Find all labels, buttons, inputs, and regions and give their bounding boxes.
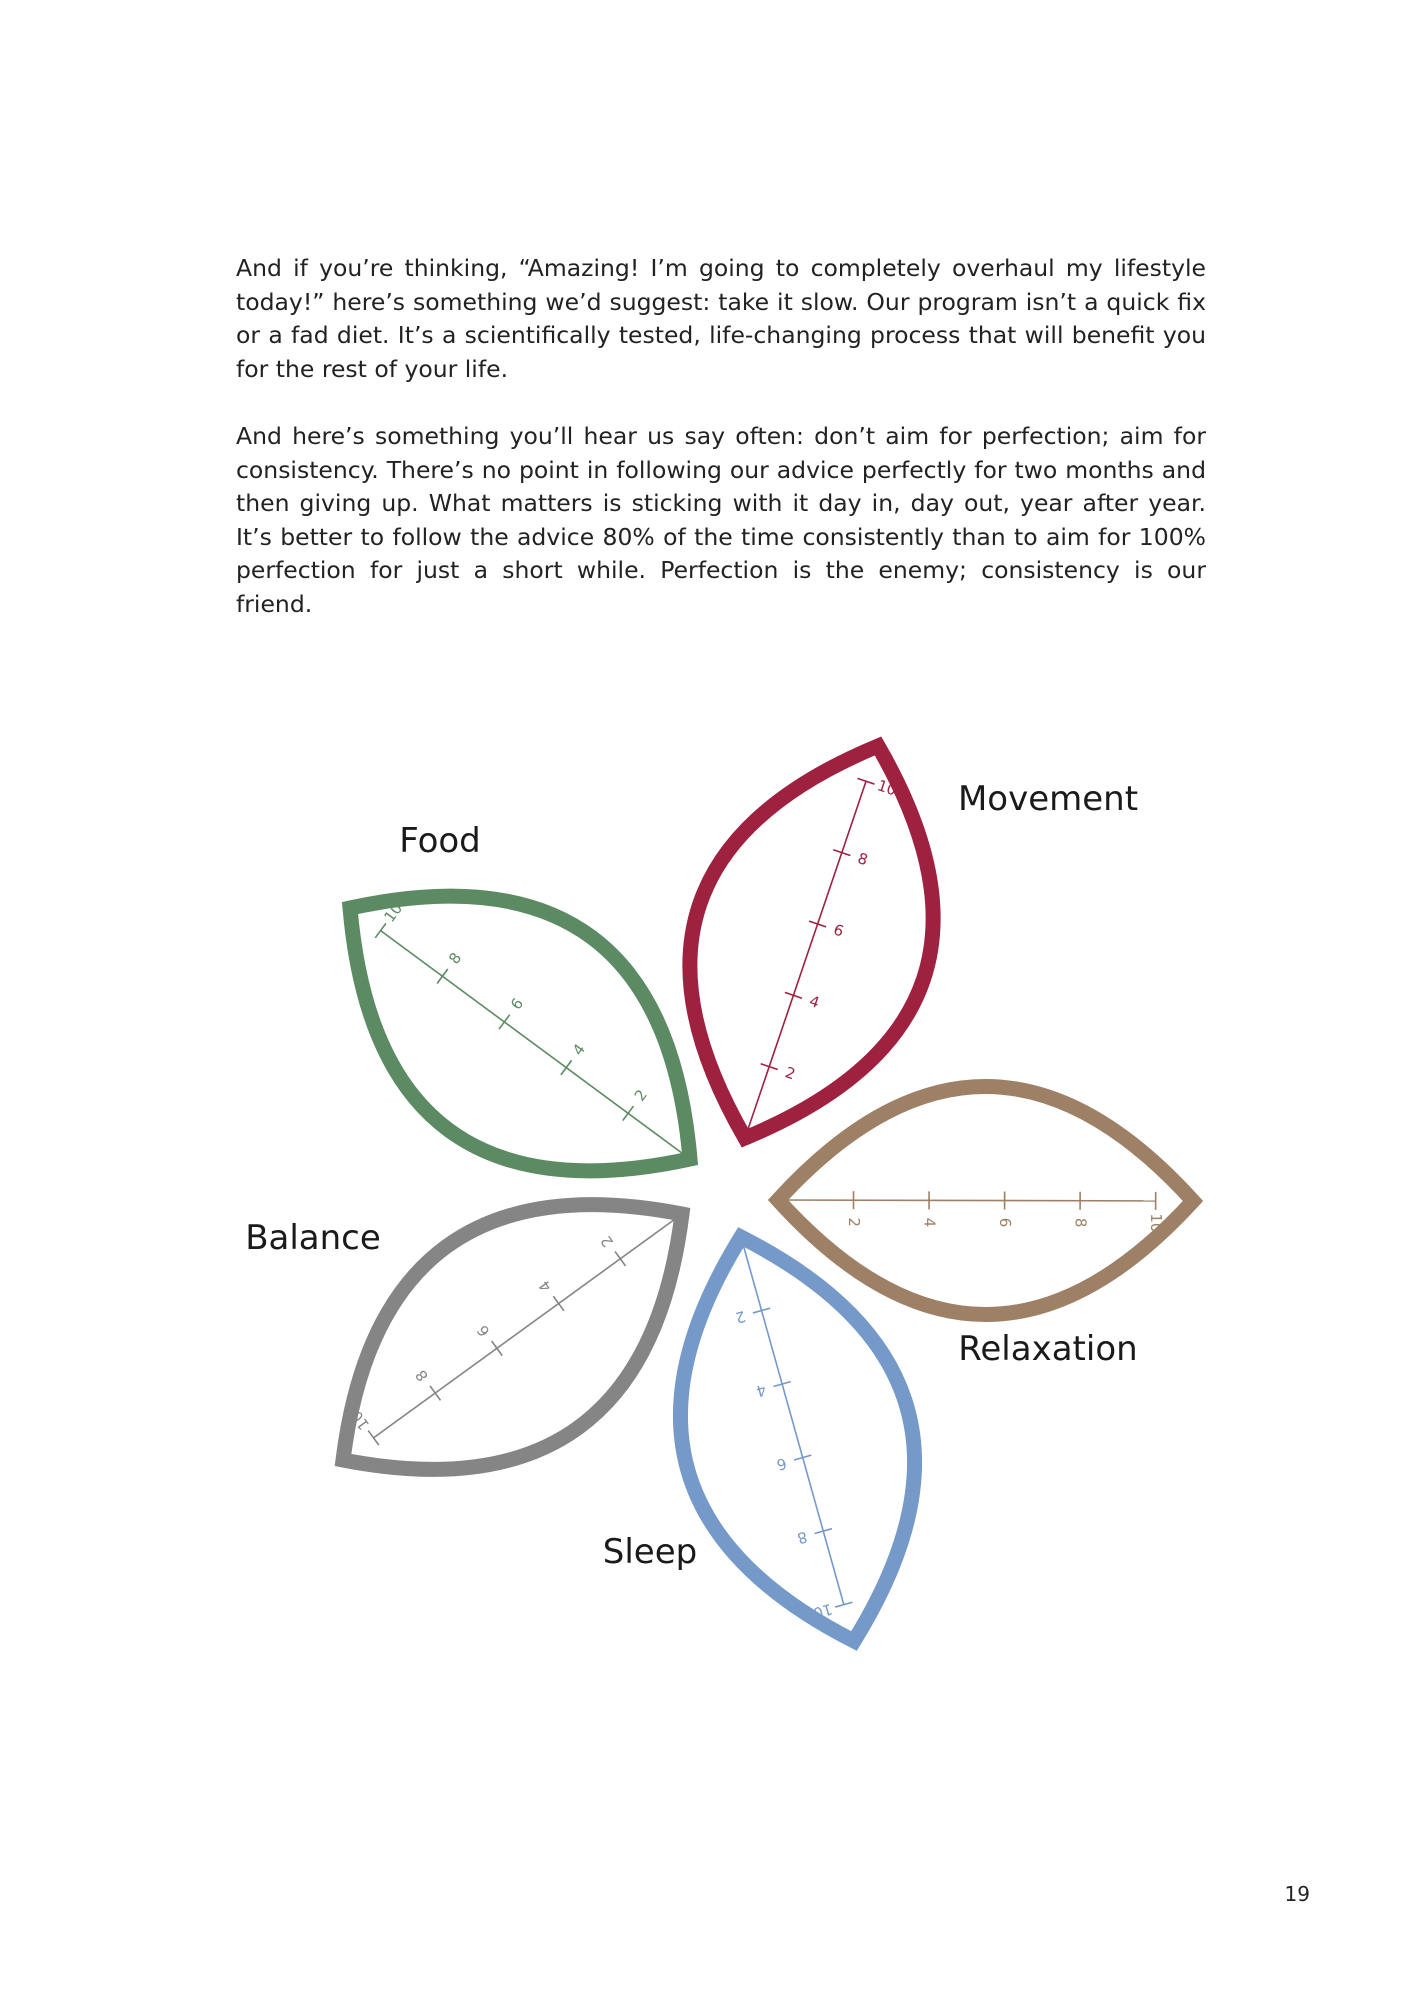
- scale-tick: [623, 1106, 634, 1120]
- scale-tick: [430, 1386, 441, 1401]
- petal-balance: [245, 1205, 682, 1470]
- scale-tick-label: 10: [347, 1407, 374, 1434]
- scale-tick-label: 8: [795, 1527, 810, 1548]
- scale-tick: [492, 1341, 503, 1356]
- scale-tick-label: 4: [806, 991, 822, 1012]
- scale-tick-label: 2: [733, 1306, 748, 1327]
- scale-tick-label: 4: [568, 1040, 589, 1059]
- scale-tick: [437, 969, 448, 983]
- body-paragraph-1: And if you’re thinking, “Amazing! I’m going to completely overhaul my lifestyle today!” here’s something we’d suggest: take it slow. Our program isn’t a quick fix or a fad diet. It’s a scientifically tested, life-changing process that will benefit you for the rest of your life.: [236, 254, 1206, 383]
- scale-axis: [374, 1214, 682, 1438]
- body-paragraph-2: And here’s something you’ll hear us say often: don’t aim for perfection; aim for consistency. There’s no point in following our advice perfectly for two months and then giving up. What matters is sticking with it day in, day out, year after year. It’s better to follow the advice 80% of the time consistently than to aim for 100% perfection for just a short while. Perfection is the enemy; consistency is our friend.: [236, 422, 1206, 618]
- scale-axis: [778, 1200, 1156, 1201]
- scale-axis: [381, 931, 690, 1159]
- scale-tick-label: 4: [535, 1276, 556, 1296]
- scale-tick-label: 10: [1147, 1213, 1166, 1233]
- petal-label-sleep: Sleep: [602, 1532, 698, 1572]
- petal-movement: [690, 746, 1138, 1138]
- petal-label-relaxation: Relaxation: [958, 1329, 1138, 1369]
- scale-tick-label: 10: [875, 776, 899, 800]
- scale-tick: [499, 1015, 510, 1029]
- petal-relaxation: [778, 1086, 1193, 1369]
- scale-tick-label: 6: [774, 1454, 789, 1474]
- scale-tick-label: 6: [473, 1321, 494, 1340]
- scale-tick-label: 4: [920, 1217, 939, 1228]
- scale-tick-label: 6: [996, 1217, 1015, 1228]
- petal-label-food: Food: [399, 821, 481, 861]
- scale-tick: [553, 1296, 564, 1311]
- scale-tick-label: 2: [844, 1217, 863, 1227]
- scale-tick: [375, 923, 386, 937]
- petal-label-movement: Movement: [957, 779, 1139, 819]
- scale-tick-label: 6: [831, 920, 847, 941]
- petal-label-balance: Balance: [245, 1218, 381, 1258]
- scale-tick-label: 2: [630, 1086, 651, 1105]
- scale-tick: [615, 1251, 626, 1266]
- scale-tick-label: 10: [380, 899, 407, 926]
- scale-tick-label: 8: [855, 849, 871, 870]
- scale-tick-label: 8: [411, 1366, 432, 1385]
- scale-tick-label: 8: [1071, 1217, 1090, 1228]
- scale-tick-label: 2: [596, 1232, 618, 1251]
- scale-tick-label: 2: [782, 1063, 798, 1084]
- page-number: 19: [1284, 1882, 1310, 1906]
- petal-sleep: [603, 1237, 915, 1641]
- scale-tick: [368, 1431, 379, 1446]
- scale-tick-label: 8: [445, 949, 466, 968]
- scale-tick-label: 4: [754, 1380, 769, 1401]
- scale-tick-label: 10: [811, 1599, 835, 1623]
- scale-tick-label: 6: [506, 994, 528, 1014]
- petal-food: [350, 821, 690, 1171]
- scale-tick: [561, 1060, 572, 1074]
